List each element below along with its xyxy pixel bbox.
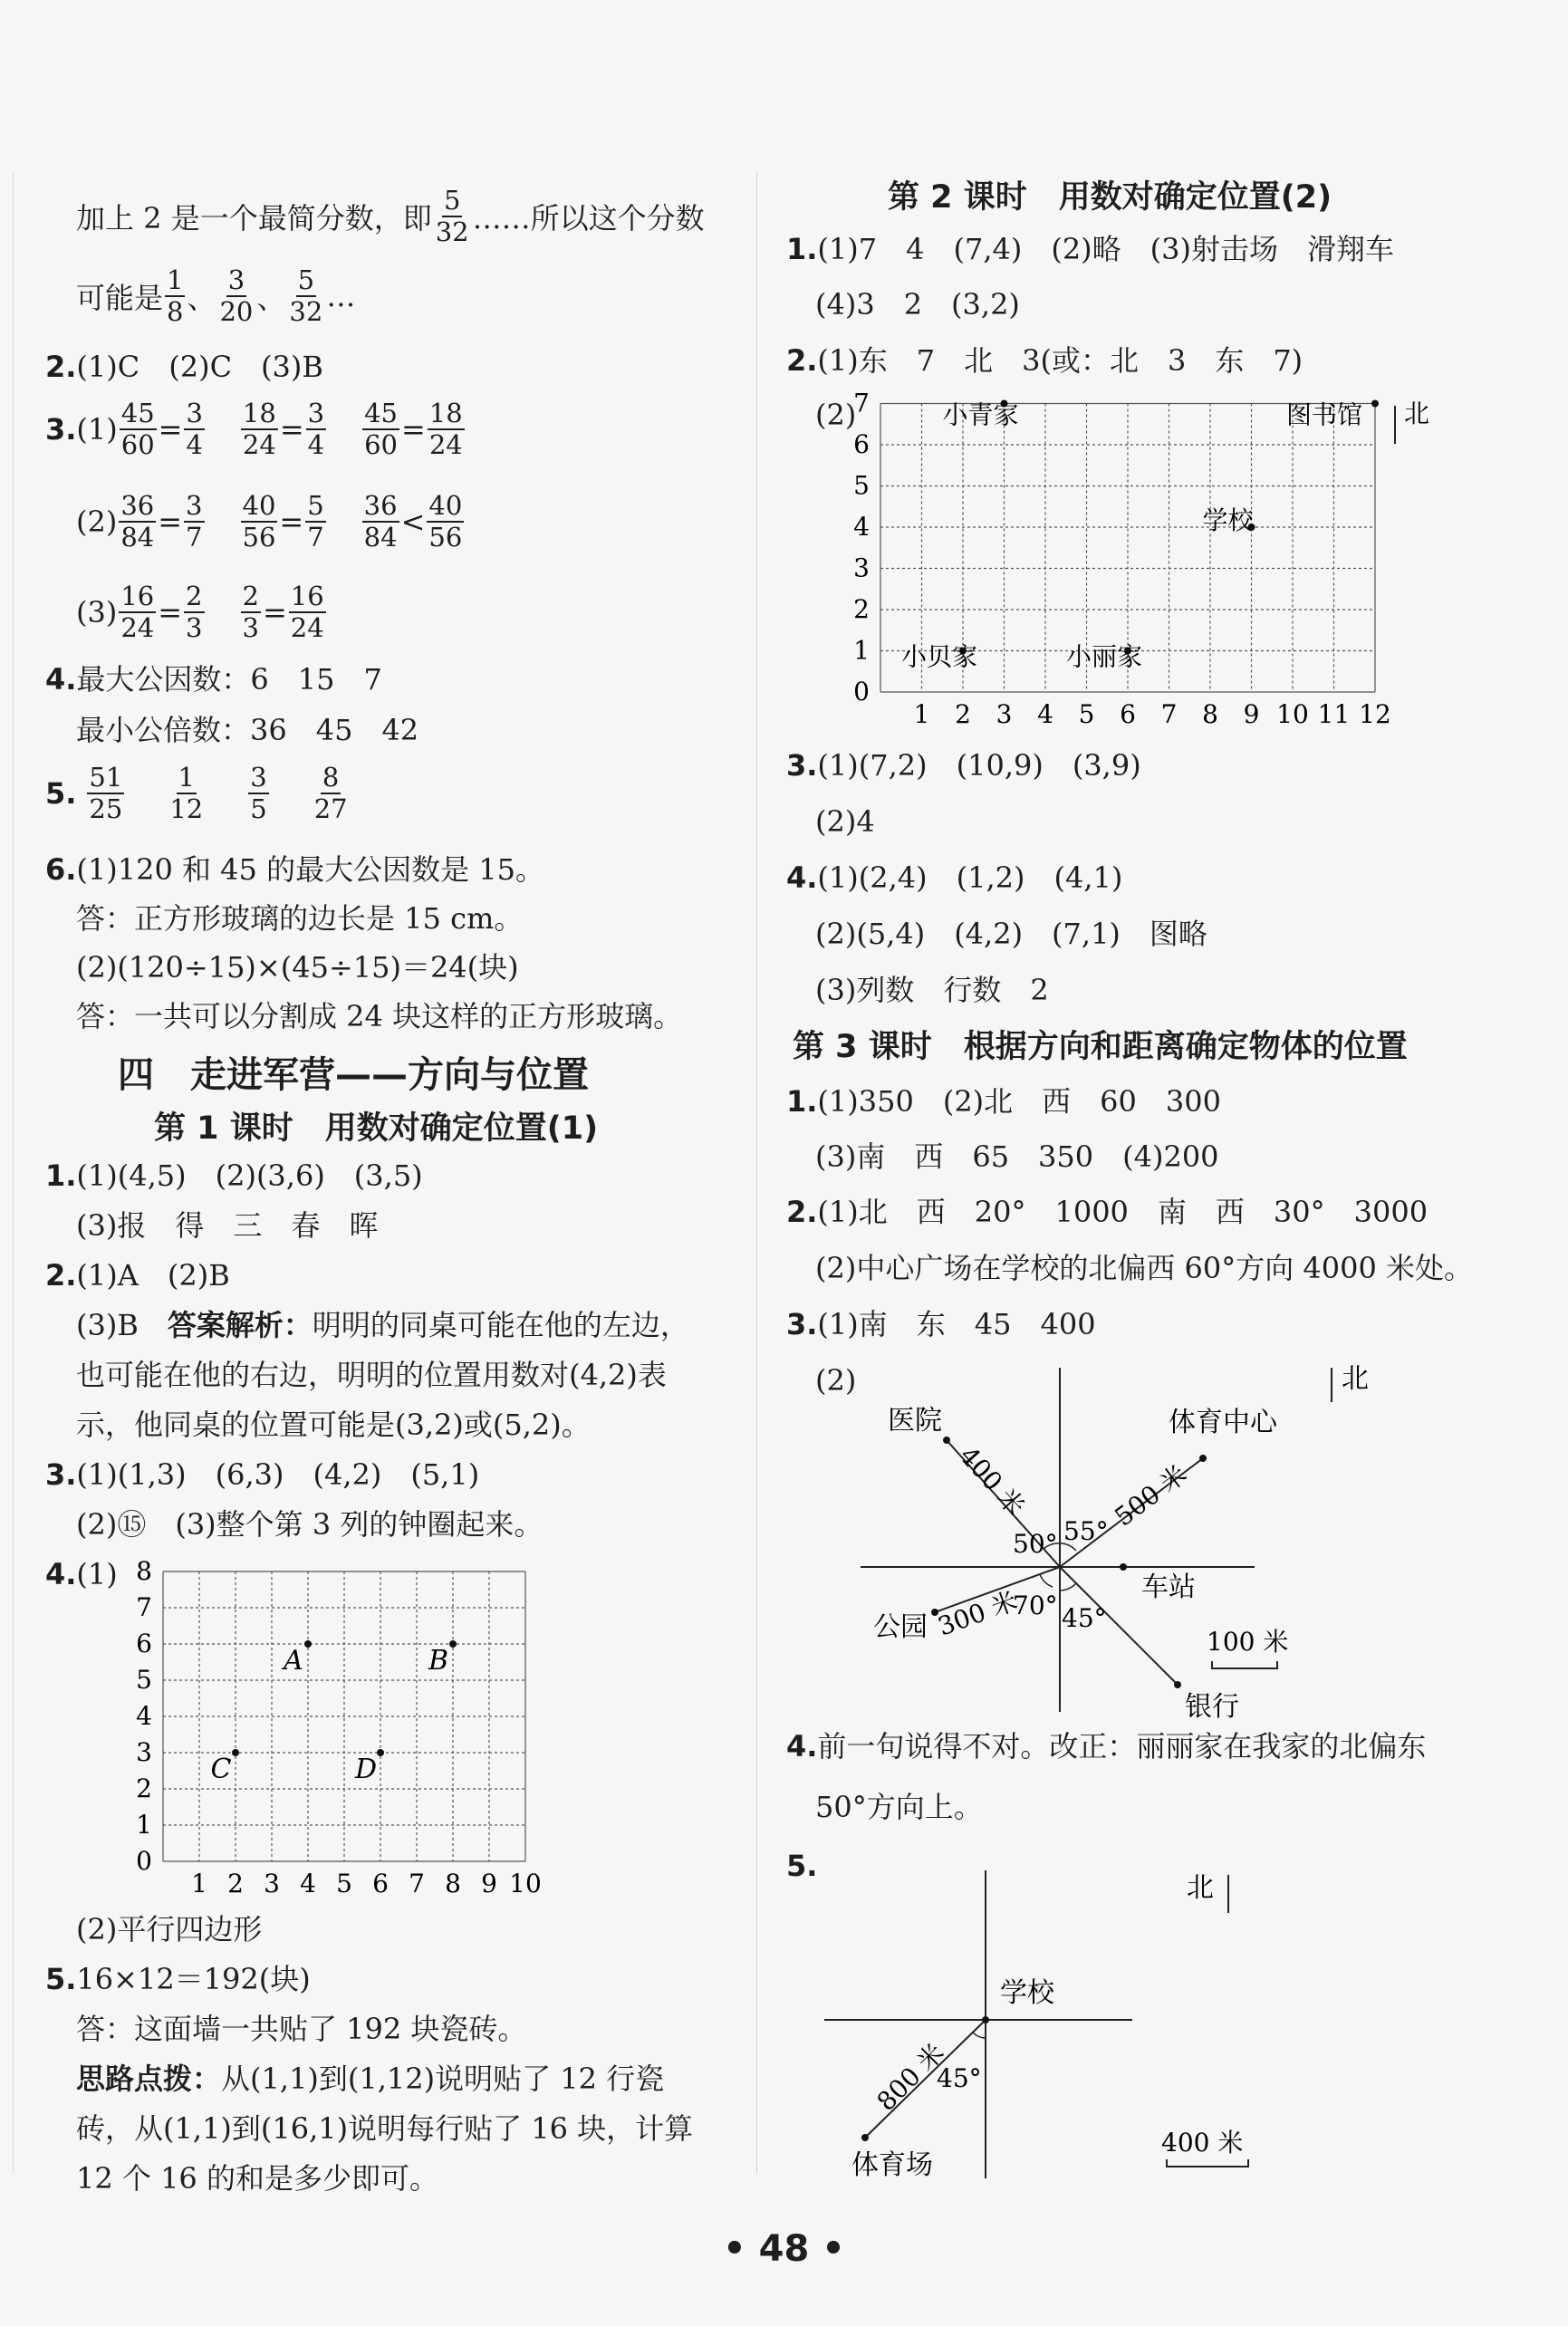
l1-q5-e: 12 个 16 的和是多少即可。 — [76, 2161, 438, 2196]
fraction: $\frac{5}{32}$ — [435, 185, 469, 247]
l1-q5-a: 5.16×12＝192(块) — [45, 1962, 311, 1996]
point-label: 小贝家 — [900, 641, 978, 672]
l1-q3-a: 3.(1)(1,3) (6,3) (4,2) (5,1) — [45, 1457, 480, 1492]
l3-q5-label: 5. — [786, 1849, 818, 1883]
compass-diagram-2 — [815, 1857, 1377, 2192]
l3-q2-b: (2)中心广场在学校的北偏西 60°方向 4000 米处。 — [815, 1251, 1474, 1285]
x-tick-label: 7 — [409, 1869, 425, 1898]
q2-answer: 2.(1)C (2)C (3)B — [45, 350, 323, 384]
fraction: $\frac{5}{32}$ — [289, 264, 323, 327]
l3-q3-a: 3.(1)南 东 45 400 — [786, 1307, 1096, 1341]
x-tick-label: 1 — [191, 1869, 207, 1898]
y-tick-label: 6 — [853, 429, 870, 459]
sports-distance: 500 米 — [1109, 1458, 1193, 1533]
x-tick-label: 2 — [227, 1869, 244, 1898]
q6-line3: (2)(120÷15)×(45÷15)＝24(块) — [76, 950, 519, 985]
r-q2-a: 2.(1)东 7 北 3(或：北 3 东 7) — [786, 343, 1303, 378]
y-tick-label: 2 — [136, 1773, 152, 1803]
unit-title: 四 走进军营——方向与位置 — [118, 1054, 589, 1096]
y-tick-label: 1 — [136, 1810, 152, 1840]
point-label: B — [428, 1645, 449, 1677]
x-tick-label: 6 — [1120, 699, 1136, 729]
y-tick-label: 2 — [853, 594, 870, 624]
grid-point — [377, 1749, 384, 1756]
school-label: 学校 — [1000, 1977, 1054, 2009]
x-tick-label: 12 — [1359, 699, 1391, 729]
x-tick-label: 1 — [913, 699, 930, 729]
l3-q4-a: 4.前一句说得不对。改正：丽丽家在我家的北偏东 — [786, 1729, 1427, 1764]
y-tick-label: 4 — [136, 1701, 152, 1731]
y-tick-label: 0 — [853, 677, 870, 706]
park-distance: 300 米 — [934, 1585, 1022, 1642]
point-label: 小丽家 — [1065, 641, 1143, 672]
point-label: C — [210, 1754, 232, 1785]
angle-70: 70° — [1013, 1591, 1058, 1620]
point-label: 图书馆 — [1285, 399, 1363, 430]
stadium-label: 体育场 — [851, 2149, 933, 2181]
grid-point — [1371, 400, 1379, 408]
x-tick-label: 4 — [300, 1869, 316, 1898]
y-tick-label: 1 — [853, 635, 870, 666]
intro-line-2: 可能是 $\frac{1}{8}$ 、 $\frac{3}{20}$ 、 $\frac{5}{32}$ … — [76, 264, 356, 327]
q6-line4: 答：一共可以分割成 24 块这样的正方形玻璃。 — [76, 999, 683, 1033]
l1-q4-label: 4.(1) — [45, 1557, 118, 1591]
q5-answer: 5. $\frac{51}{25}$ $\frac{1}{12}$ $\frac{3}{5}$ $\frac{8}{27}$ — [45, 762, 348, 824]
point-label: A — [284, 1645, 303, 1677]
y-tick-label: 5 — [853, 470, 870, 501]
distance-label: 800 米 — [871, 2037, 950, 2117]
x-tick-label: 10 — [1276, 699, 1309, 729]
l1-q2-d: 示，他同桌的位置可能是(3,2)或(5,2)。 — [76, 1408, 591, 1442]
x-tick-label: 9 — [481, 1869, 497, 1898]
x-tick-label: 4 — [1037, 699, 1053, 729]
angle-50: 50° — [1013, 1529, 1058, 1559]
l1-q3-b: (2)⑮ (3)整个第 3 列的钟圈起来。 — [76, 1507, 544, 1542]
bank-label: 银行 — [1185, 1691, 1239, 1721]
angle-label: 45° — [937, 2063, 982, 2093]
x-tick-label: 3 — [264, 1869, 280, 1898]
l1-q5-d: 砖，从(1,1)到(16,1)说明每行贴了 16 块，计算 — [76, 2111, 694, 2146]
q4-lcm: 最小公倍数：36 45 42 — [76, 713, 419, 747]
scale-label: 100 米 — [1207, 1627, 1289, 1657]
point-label: D — [354, 1754, 378, 1785]
l1-q2-a: 2.(1)A (2)B — [45, 1258, 230, 1293]
r-q2-label: (2) — [815, 398, 857, 432]
fraction: $\frac{3}{20}$ — [219, 264, 254, 327]
x-tick-label: 3 — [996, 699, 1013, 729]
hospital-distance: 400 米 — [953, 1440, 1031, 1522]
x-tick-label: 5 — [336, 1869, 352, 1898]
l3-q1-b: (3)南 西 65 350 (4)200 — [815, 1139, 1219, 1174]
intro-line-1: 加上 2 是一个最简分数，即 $\frac{5}{32}$ ……所以这个分数 — [76, 185, 705, 247]
r-q3-b: (2)4 — [815, 804, 875, 839]
page-number: • 48 • — [723, 2228, 845, 2270]
y-tick-label: 8 — [136, 1556, 152, 1586]
l1-q1-b: (3)报 得 三 春 晖 — [76, 1208, 379, 1243]
y-tick-label: 3 — [853, 553, 870, 583]
park-label: 公园 — [873, 1611, 928, 1643]
angle-55: 55° — [1063, 1516, 1109, 1546]
y-tick-label: 6 — [136, 1629, 152, 1658]
column-divider — [756, 172, 757, 2174]
q6-line2: 答：正方形玻璃的边长是 15 cm。 — [76, 901, 524, 936]
fraction: $\frac{1}{8}$ — [167, 264, 184, 327]
q6-line1: 6.(1)120 和 45 的最大公因数是 15。 — [45, 852, 544, 887]
q3-part1: 3. (1) $\frac{45}{60}$ = $\frac{3}{4}$ $\frac{18}{24}$ = $\frac{3}{4}$ $\frac{45}{60}$ = $\frac{18}{24}$ — [45, 398, 463, 460]
compass-diagram-1 — [851, 1350, 1395, 1721]
y-tick-label: 5 — [136, 1665, 152, 1695]
grid-point — [304, 1640, 312, 1648]
l3-q3-label: (2) — [815, 1363, 857, 1398]
l1-q5-b: 答：这面墙一共贴了 192 块瓷砖。 — [76, 2012, 527, 2046]
north-label: 北 — [1404, 399, 1430, 428]
x-tick-label: 10 — [509, 1869, 542, 1898]
north-label: 北 — [1342, 1363, 1369, 1395]
lesson3-title: 第 3 课时 根据方向和距离确定物体的位置 — [793, 1029, 1408, 1065]
q3-part3: (3) $\frac{16}{24}$ = $\frac{2}{3}$ $\frac{2}{3}$ = $\frac{16}{24}$ — [76, 581, 324, 643]
l1-q4-b: (2)平行四边形 — [76, 1912, 263, 1946]
y-tick-label: 0 — [136, 1846, 152, 1876]
x-tick-label: 2 — [955, 699, 971, 729]
north-label: 北 — [1187, 1872, 1214, 1904]
r-q4-a: 4.(1)(2,4) (1,2) (4,1) — [786, 860, 1123, 895]
r-q1-a: 1.(1)7 4 (7,4) (2)略 (3)射击场 滑翔车 — [786, 232, 1394, 266]
sports-center-label: 体育中心 — [1169, 1407, 1277, 1438]
x-tick-label: 8 — [445, 1869, 461, 1898]
angle-45: 45° — [1062, 1603, 1107, 1633]
scale-label: 400 米 — [1161, 2128, 1244, 2158]
grid-point — [449, 1640, 457, 1648]
x-tick-label: 5 — [1078, 699, 1095, 729]
y-tick-label: 3 — [136, 1737, 152, 1767]
x-tick-label: 9 — [1243, 699, 1260, 729]
coordinate-grid-1 — [127, 1553, 553, 1898]
r-q4-c: (3)列数 行数 2 — [815, 973, 1049, 1007]
left-margin-rule — [13, 172, 14, 2174]
y-tick-label: 4 — [853, 512, 870, 542]
x-tick-label: 6 — [372, 1869, 389, 1898]
l1-q2-c: 也可能在他的右边，明明的位置用数对(4,2)表 — [76, 1358, 667, 1392]
l3-q1-a: 1.(1)350 (2)北 西 60 300 — [786, 1084, 1221, 1119]
lesson2-title: 第 2 课时 用数对确定位置(2) — [888, 179, 1332, 216]
x-tick-label: 11 — [1317, 699, 1351, 729]
l1-q5-c: 思路点拨：从(1,1)到(1,12)说明贴了 12 行瓷 — [76, 2062, 665, 2096]
l1-q1-a: 1.(1)(4,5) (2)(3,6) (3,5) — [45, 1158, 423, 1193]
r-q3-a: 3.(1)(7,2) (10,9) (3,9) — [786, 748, 1141, 783]
l1-q2-b: (3)B 答案解析：明明的同桌可能在他的左边， — [76, 1308, 689, 1342]
hospital-label: 医院 — [888, 1405, 942, 1437]
r-q4-b: (2)(5,4) (4,2) (7,1) 图略 — [815, 917, 1207, 951]
point-label: 小青家 — [942, 399, 1019, 430]
station-label: 车站 — [1141, 1571, 1196, 1603]
q3-part2: (2) $\frac{36}{84}$ = $\frac{3}{7}$ $\frac{40}{56}$ = $\frac{5}{7}$ $\frac{36}{84}$ < $\frac{40}{56}$ — [76, 490, 463, 553]
x-tick-label: 8 — [1202, 699, 1218, 729]
grid-point — [232, 1749, 239, 1756]
r-q1-b: (4)3 2 (3,2) — [815, 287, 1020, 322]
y-tick-label: 7 — [136, 1592, 152, 1622]
x-tick-label: 7 — [1160, 699, 1178, 729]
l3-q2-a: 2.(1)北 西 20° 1000 南 西 30° 3000 — [786, 1195, 1429, 1229]
lesson1-title: 第 1 课时 用数对确定位置(1) — [154, 1110, 599, 1147]
y-tick-label: 7 — [853, 389, 870, 418]
q4-gcd: 4.最大公因数：6 15 7 — [45, 662, 382, 697]
point-label: 学校 — [1202, 505, 1254, 535]
l3-q4-b: 50°方向上。 — [815, 1790, 983, 1824]
coordinate-grid-2 — [842, 389, 1467, 734]
